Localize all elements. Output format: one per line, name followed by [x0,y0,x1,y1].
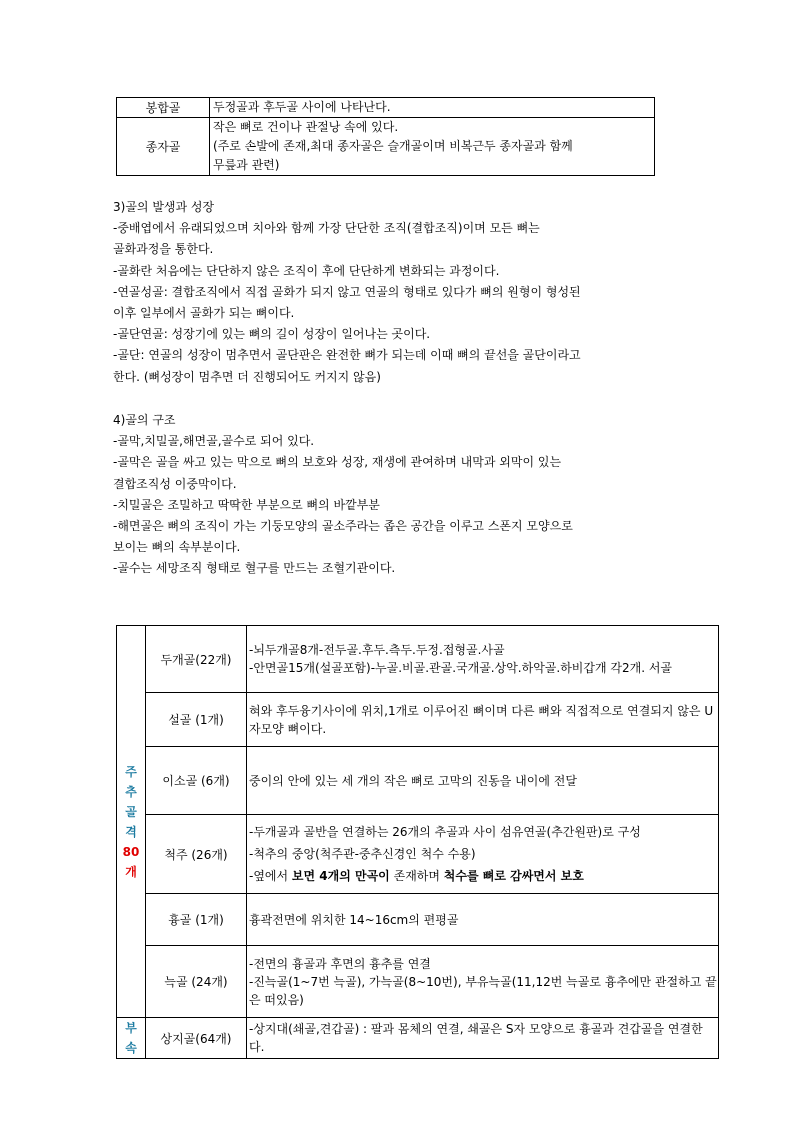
bone-desc-cell: 두정골과 후두골 사이에 나타난다. [210,98,655,118]
section-heading: 4)골의 구조 [113,413,176,427]
top-bone-table [116,97,655,176]
text-line: 결합조직성 이중막이다. [113,476,237,491]
axial-skeleton-label: 주 추 골 격 80개 [117,626,146,1018]
text-line: -골단연골: 성장기에 있는 뼈의 길이 성장이 일어나는 곳이다. [113,327,431,342]
section-heading: 3)골의 발생과 성장 [113,200,215,214]
bone-name-cell: 척주 (26개) [146,815,247,894]
text-line: -골막은 골을 싸고 있는 막으로 뼈의 보호와 성장, 재생에 관여하며 내막과 외막이 있는 [113,455,562,470]
bone-name-cell: 설골 (1개) [146,693,247,747]
bone-desc-cell: -두개골과 골반을 연결하는 26개의 추골과 사이 섬유연골(추간원판)로 구성 -척추의 중앙(척주관-중추신경인 척수 수용) -옆에서 보면 4개의 만곡이 존재하며 척수를 뼈로 감싸면서 보호 [247,815,719,894]
text-line: -치밀골은 조밀하고 딱딱한 부분으로 뼈의 바깥부분 [113,497,380,512]
table-row [117,894,719,946]
bone-name-cell: 흉골 (1개) [146,894,247,946]
text-line: 보이는 뼈의 속부분이다. [113,540,241,555]
bone-name-cell: 두개골(22개) [146,626,247,693]
text-line: -골화란 처음에는 단단하지 않은 조직이 후에 단단하게 변화되는 과정이다. [113,263,500,278]
bone-desc-cell: -전면의 흉골과 후면의 흉추를 연결 -진늑골(1~7번 늑골), 가늑골(8~10번), 부유늑골(11,12번 늑골로 흉추에만 관절하고 끝은 떠있음) [247,946,719,1018]
table-row [117,118,655,176]
text-line: -골단: 연골의 성장이 멈추면서 골단판은 완전한 뼈가 되는데 이때 뼈의 끝선을 골단이라고 [113,348,581,363]
text-line: -골수는 세망조직 형태로 혈구를 만드는 조혈기관이다. [113,561,396,576]
bone-desc-cell: 중이의 안에 있는 세 개의 작은 뼈로 고막의 진동을 내이에 전달 [247,747,719,815]
axial-count: 80개 [122,844,140,879]
bone-desc-cell: 혀와 후두융기사이에 위치,1개로 이루어진 뼈이며 다른 뼈와 직접적으로 연결되지 않은 U자모양 뼈이다. [247,693,719,747]
bone-desc-cell: -뇌두개골8개-전두골.후두.측두.두정.접형골.사골 -안면골15개(설골포함)-누골.비골.관골.국개골.상악.하악골.하비갑개 각2개. 서골 [247,626,719,693]
bone-name-cell: 상지골(64개) [146,1018,247,1059]
text-line: -연골성골: 결합조직에서 직접 골화가 되지 않고 연골의 형태로 있다가 뼈의 원형이 형성된 [113,284,581,299]
bone-desc-cell: 작은 뼈로 건이나 관절낭 속에 있다. (주로 손발에 존재,최대 종자골은 슬개골이며 비복근두 종자골과 함께 무릎과 관련) [210,118,655,176]
bone-name-cell: 이소골 (6개) [146,747,247,815]
table-row [117,693,719,747]
text-line: -중배엽에서 유래되었으며 치아와 함께 가장 단단한 조직(결합조직)이며 모든 뼈는 [113,221,540,236]
text-line: 골화과정을 통한다. [113,242,214,257]
bone-name-cell: 늑골 (24개) [146,946,247,1018]
text-line: -해면골은 뼈의 조직이 가는 기둥모양의 골소주라는 좁은 공간을 이루고 스폰지 모양으로 [113,519,573,534]
table-row [117,747,719,815]
bone-desc-cell: 흉곽전면에 위치한 14~16cm의 편평골 [247,894,719,946]
text-line: 한다. (뼈성장이 멈추면 더 진행되어도 커지지 않음) [113,369,381,384]
table-row [117,98,655,118]
section-4 [113,410,573,580]
table-row [117,946,719,1018]
table-row [117,626,719,693]
table-row [117,1018,719,1059]
bone-desc-cell: -상지대(쇄골,견갑골) : 팔과 몸체의 연결, 쇄골은 S자 모양으로 흉골과 견갑골을 연결한다. [247,1018,719,1059]
bone-name-cell: 종자골 [117,118,210,176]
table-row [117,815,719,894]
bone-name-cell: 봉합골 [117,98,210,118]
section-3 [113,197,581,388]
skeleton-table [116,625,719,1059]
appendicular-skeleton-label: 부 속 [117,1018,146,1059]
text-line: 이후 일부에서 골화가 되는 뼈이다. [113,306,295,321]
text-line: -골막,치밀골,해면골,골수로 되어 있다. [113,434,315,449]
